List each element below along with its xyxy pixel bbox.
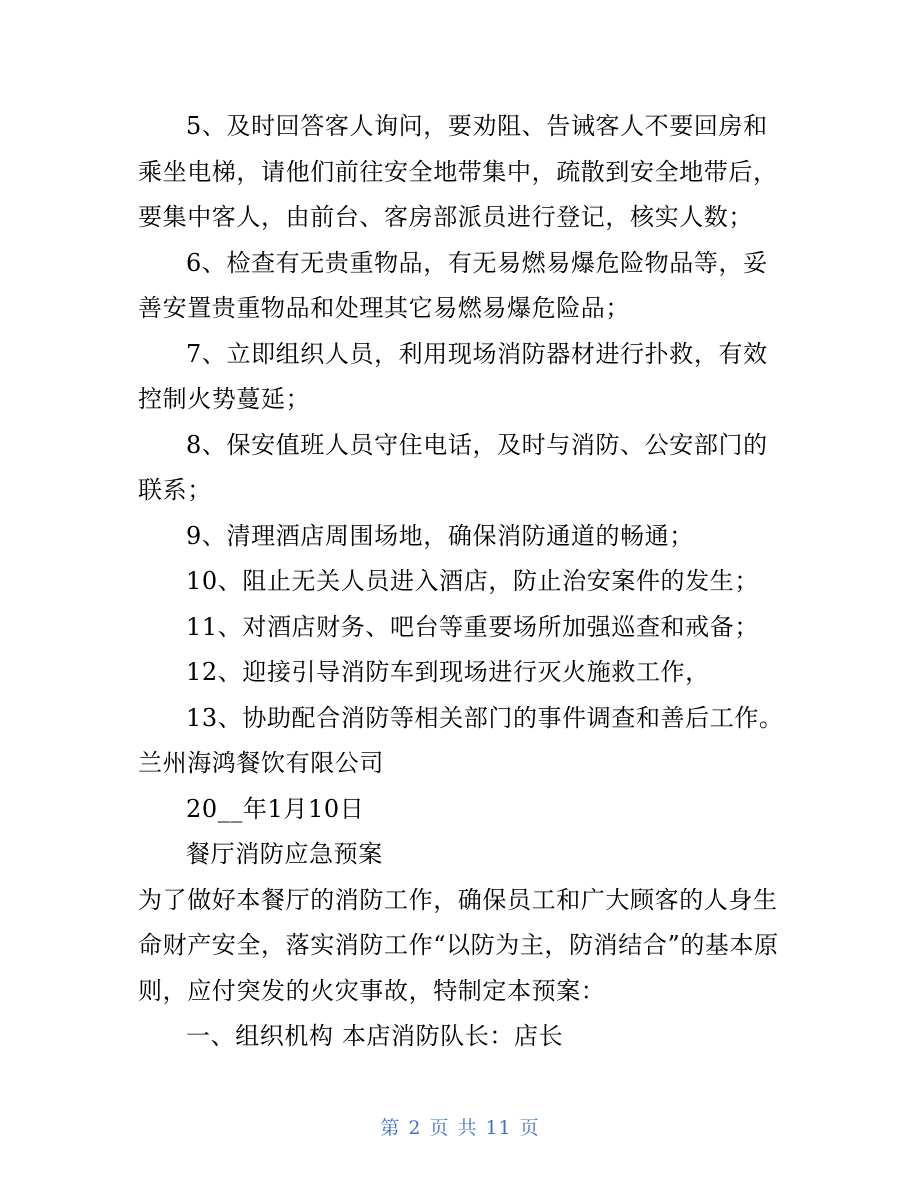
paragraph-item-10: 10、阻止无关人员进入酒店，防止治安案件的发生；: [186, 567, 759, 595]
organization-heading: 一、组织机构 本店消防队长：店长: [186, 1022, 564, 1050]
document-body: [138, 104, 788, 1060]
paragraph-item-12: 12、迎接引导消防车到现场进行灭火施救工作，: [186, 658, 710, 686]
footer-current-page: 2: [408, 1117, 422, 1139]
footer-total-pages: 11: [485, 1117, 512, 1139]
document-date: 20__年1月10日: [186, 794, 365, 823]
footer-label-di: 第: [380, 1117, 401, 1139]
footer-label-gong: 共: [457, 1117, 478, 1139]
paragraph-item-11: 11、对酒店财务、吧台等重要场所加强巡查和戒备；: [186, 612, 759, 641]
paragraph-item-5: 5、及时回答客人询问，要劝阻、告诫客人不要回房和乘坐电梯，请他们前往安全地带集中，疏散到安全地带后，要集中客人，由前台、客房部派员进行登记，核实人数；: [138, 112, 778, 231]
paragraph-item-6: 6、检查有无贵重物品，有无易燃易爆危险物品等，妥善安置贵重物品和处理其它易燃易爆危险品；: [138, 248, 768, 322]
page-footer: [0, 1113, 920, 1140]
paragraph-item-9: 9、清理酒店周围场地，确保消防通道的畅通；: [186, 521, 694, 550]
company-name: 兰州海鸿餐饮有限公司: [138, 749, 384, 777]
footer-label-ye: 页: [429, 1117, 450, 1139]
footer-label-ye2: 页: [519, 1117, 540, 1139]
intro-paragraph: 为了做好本餐厅的消防工作，确保员工和广大顾客的人身生命财产安全，落实消防工作“以防为主，防消结合”的基本原则，应付突发的火灾事故，特制定本预案：: [138, 885, 779, 1005]
paragraph-item-8: 8、保安值班人员守住电话，及时与消防、公安部门的联系；: [138, 430, 768, 504]
paragraph-item-13: 13、协助配合消防等相关部门的事件调查和善后工作。: [186, 703, 784, 732]
section-title: 餐厅消防应急预案: [186, 840, 383, 868]
paragraph-item-7: 7、立即组织人员，利用现场消防器材进行扑救，有效控制火势蔓延；: [138, 339, 768, 413]
